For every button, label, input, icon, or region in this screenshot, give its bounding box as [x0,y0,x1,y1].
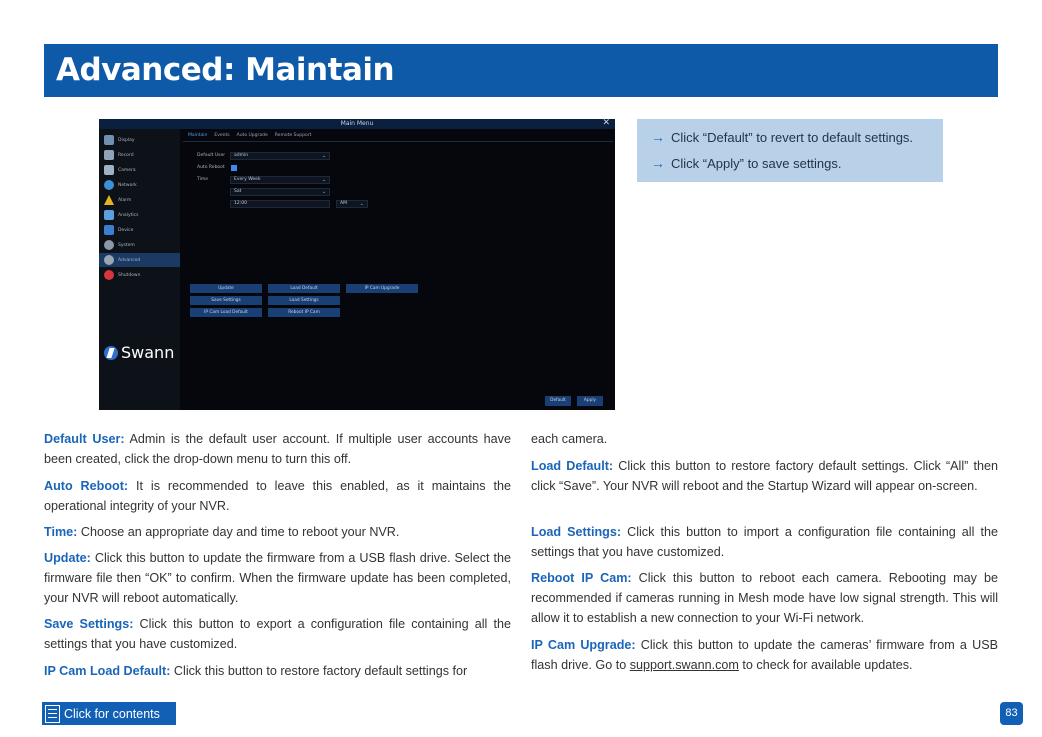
save-settings-paragraph [44,614,511,654]
callout-text: Click “Apply” to save settings. [671,155,842,171]
callout-item [651,129,913,145]
nvr-sidebar [99,129,180,410]
term-load-default: Load Default: [531,459,614,473]
device-icon [104,225,114,235]
ip-cam-upgrade-paragraph [531,635,998,675]
auto-reboot-label: Auto Reboot [197,165,225,170]
sidebar-item-record[interactable] [99,148,180,162]
paragraph-text: Admin is the default user account. If multiple user accounts have been created, click the drop-down menu to turn this off. [44,432,511,466]
auto-reboot-checkbox[interactable] [231,165,237,171]
document-icon [45,705,60,723]
swann-logo-icon [104,346,118,360]
system-icon [104,240,114,250]
day-value: Sat [234,189,242,194]
time-frequency-value: Every Week [234,177,261,182]
callout-item [651,155,842,171]
continuation-text: each camera. [531,432,608,446]
nvr-tabs [188,133,311,138]
brand-name: Swann [121,343,175,362]
day-select[interactable] [230,188,330,196]
sidebar-item-label: Camera [118,167,136,173]
chevron-down-icon: ⌄ [321,153,326,159]
sidebar-item-label: Device [118,227,134,233]
tab-remote-support[interactable]: Remote Support [274,133,312,138]
nvr-screenshot [99,119,615,410]
header-bar [44,44,998,97]
paragraph-text: Click this button to update the firmware from a USB flash drive. Select the firmware file then “OK” to confirm. When the firmware update has been completed, your NVR will reboot automatically. [44,551,511,605]
chevron-down-icon: ⌄ [321,189,326,195]
tab-divider [183,141,613,142]
sidebar-item-display[interactable] [99,133,180,147]
term-load-settings: Load Settings: [531,525,622,539]
ip-cam-upgrade-button[interactable]: IP Cam Upgrade [346,284,418,293]
sidebar-item-label: System [118,242,135,248]
shutdown-icon [104,270,114,280]
paragraph-text: Click this button to import a configuration file containing all the settings that you have customized. [531,525,998,559]
sidebar-item-system[interactable] [99,238,180,252]
time-label: Time [197,177,209,182]
load-settings-paragraph [531,522,998,562]
term-default-user: Default User: [44,432,125,446]
network-icon [104,180,114,190]
default-user-label: Default User [197,153,226,158]
apply-button[interactable]: Apply [577,396,603,406]
sidebar-item-advanced[interactable] [99,253,180,267]
swann-logo [104,343,174,362]
term-update: Update: [44,551,91,565]
paragraph-text: to check for available updates. [738,658,913,672]
paragraph-text: Click this button to update the cameras’ firmware from a USB flash drive. Go to [531,638,998,672]
close-icon[interactable]: ✕ [602,119,610,128]
record-icon [104,150,114,160]
arrow-right-icon: → [651,155,665,171]
contents-button[interactable] [42,702,176,725]
chevron-down-icon: ⌄ [359,201,364,207]
ampm-value: AM [340,201,347,206]
page-title: Advanced: Maintain [56,52,395,88]
tab-auto-upgrade[interactable]: Auto Upgrade [236,133,268,138]
paragraph-text: Click this button to restore factory default settings for [170,664,468,678]
update-button[interactable]: Update [190,284,262,293]
clock-input[interactable] [230,200,330,208]
chevron-down-icon: ⌄ [321,177,326,183]
support-link[interactable]: support.swann.com [629,658,739,672]
tab-events[interactable]: Events [214,133,230,138]
term-ip-cam-load-default: IP Cam Load Default: [44,664,171,678]
sidebar-item-label: Display [118,137,135,143]
sidebar-item-camera[interactable] [99,163,180,177]
reboot-ip-cam-paragraph [531,568,998,628]
term-auto-reboot: Auto Reboot: [44,479,129,493]
display-icon [104,135,114,145]
term-ip-cam-upgrade: IP Cam Upgrade: [531,638,636,652]
reboot-ip-cam-button[interactable]: Reboot IP Cam [268,308,340,317]
paragraph-text: Click this button to restore factory default settings. Click “All” then click “Save”. Your NVR will reboot and the Startup Wizard will appear on-screen. [531,459,998,493]
time-paragraph [44,522,511,542]
sidebar-item-device[interactable] [99,223,180,237]
nvr-titlebar [99,119,615,129]
save-settings-button[interactable]: Save Settings [190,296,262,305]
term-time: Time: [44,525,78,539]
callout-text: Click “Default” to revert to default settings. [671,129,914,145]
sidebar-item-label: Advanced [118,257,141,263]
page-number: 83 [1000,702,1023,725]
auto-reboot-paragraph [44,476,511,516]
paragraph-text: Click this button to export a configuration file containing all the settings that you have customized. [44,617,511,651]
sidebar-item-analytics[interactable] [99,208,180,222]
paragraph-text: It is recommended to leave this enabled, as it maintains the operational integrity of your NVR. [44,479,511,513]
ip-cam-load-default-paragraph [44,661,511,681]
paragraph-text: Choose an appropriate day and time to reboot your NVR. [77,525,400,539]
sidebar-item-alarm[interactable] [99,193,180,207]
nvr-window-title: Main Menu [340,120,374,127]
term-reboot-ip-cam: Reboot IP Cam: [531,571,632,585]
tab-maintain[interactable]: Maintain [188,133,208,138]
sidebar-item-label: Shutdown [118,272,141,278]
tips-callout [637,119,943,182]
sidebar-item-network[interactable] [99,178,180,192]
load-settings-button[interactable]: Load Settings [268,296,340,305]
sidebar-item-shutdown[interactable] [99,268,180,282]
clock-value: 12:00 [234,201,247,206]
alarm-icon [104,195,114,205]
sidebar-item-label: Record [118,152,134,158]
load-default-button[interactable]: Load Default [268,284,340,293]
term-save-settings: Save Settings: [44,617,134,631]
default-button[interactable]: Default [545,396,571,406]
update-paragraph [44,548,511,608]
sidebar-item-label: Analytics [118,212,139,218]
load-default-paragraph [531,456,998,496]
ip-cam-load-default-button[interactable]: IP Cam Load Default [190,308,262,317]
arrow-right-icon: → [651,129,665,145]
sidebar-item-label: Network [118,182,137,188]
camera-icon [104,165,114,175]
contents-button-label: Click for contents [64,706,160,721]
default-user-value: admin [234,153,249,158]
ampm-select[interactable] [336,200,368,208]
sidebar-item-label: Alarm [118,197,132,203]
default-user-select[interactable] [230,152,330,160]
time-frequency-select[interactable] [230,176,330,184]
default-user-paragraph [44,429,511,469]
paragraph-text: Click this button to reboot each camera. Rebooting may be recommended if cameras running in Mesh mode have low signal strength. This will allow it to establish a new connection to your Wi-Fi network. [531,571,998,625]
advanced-icon [104,255,114,265]
analytics-icon [104,210,114,220]
